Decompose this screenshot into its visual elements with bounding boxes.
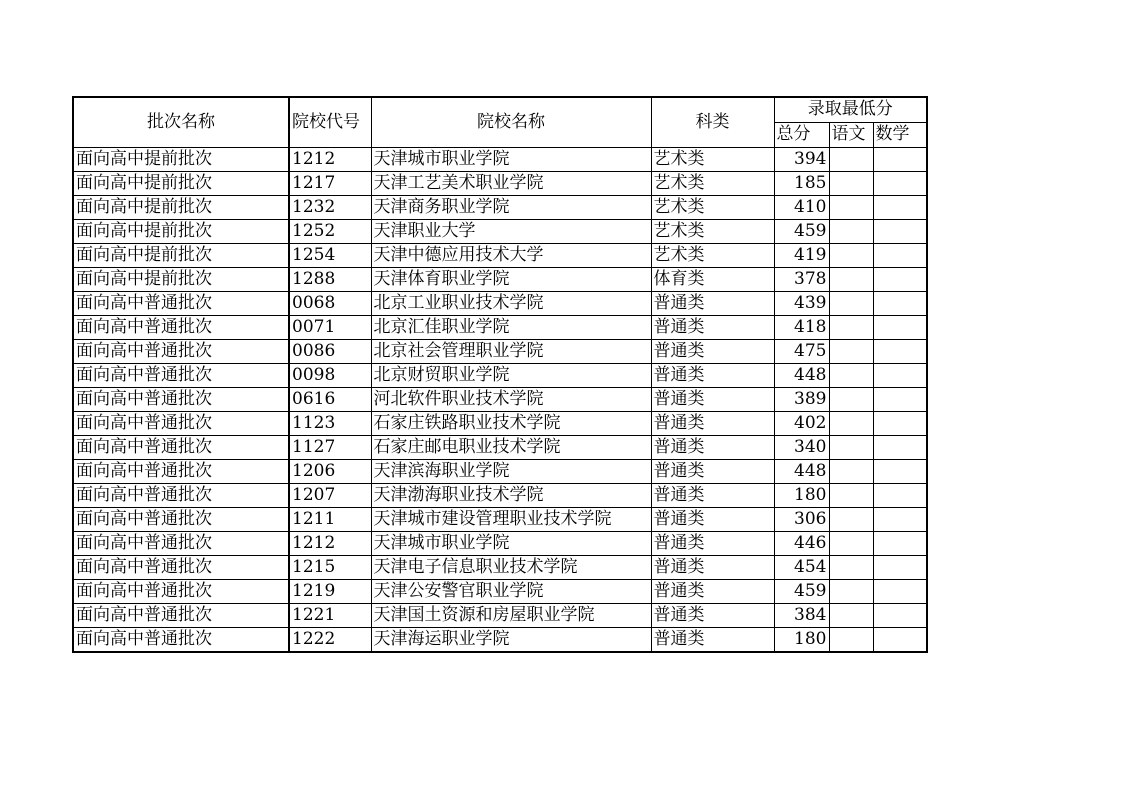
cell-total-score: 459 [774,579,829,603]
cell-chinese-score [829,195,873,219]
cell-school-name: 天津城市建设管理职业技术学院 [371,507,651,531]
cell-category: 艺术类 [651,243,774,267]
cell-school-name: 天津工艺美术职业学院 [371,171,651,195]
cell-category: 艺术类 [651,171,774,195]
cell-school-code: 1232 [289,195,371,219]
cell-total-score: 448 [774,363,829,387]
cell-school-code: 1222 [289,627,371,652]
cell-math-score [873,531,927,555]
header-category: 科类 [651,97,774,147]
cell-school-name: 北京工业职业技术学院 [371,291,651,315]
cell-math-score [873,627,927,652]
cell-total-score: 378 [774,267,829,291]
table-row [73,435,927,459]
cell-total-score: 454 [774,555,829,579]
cell-batch-name: 面向高中普通批次 [73,315,289,339]
cell-batch-name: 面向高中普通批次 [73,627,289,652]
cell-category: 艺术类 [651,219,774,243]
cell-batch-name: 面向高中普通批次 [73,531,289,555]
table-row [73,483,927,507]
header-school-name: 院校名称 [371,97,651,147]
cell-batch-name: 面向高中提前批次 [73,267,289,291]
cell-school-code: 1211 [289,507,371,531]
cell-math-score [873,267,927,291]
cell-total-score: 439 [774,291,829,315]
cell-math-score [873,219,927,243]
cell-total-score: 446 [774,531,829,555]
cell-school-code: 0068 [289,291,371,315]
cell-batch-name: 面向高中普通批次 [73,339,289,363]
cell-category: 普通类 [651,459,774,483]
cell-chinese-score [829,531,873,555]
cell-math-score [873,195,927,219]
table-row [73,555,927,579]
table-row [73,531,927,555]
cell-batch-name: 面向高中提前批次 [73,195,289,219]
cell-school-code: 0616 [289,387,371,411]
cell-math-score [873,483,927,507]
cell-school-code: 0071 [289,315,371,339]
header-batch-name: 批次名称 [73,97,289,147]
cell-school-name: 天津城市职业学院 [371,531,651,555]
cell-category: 普通类 [651,603,774,627]
cell-batch-name: 面向高中普通批次 [73,483,289,507]
table-row [73,459,927,483]
cell-chinese-score [829,483,873,507]
cell-school-code: 1212 [289,147,371,171]
table-row [73,171,927,195]
cell-school-name: 天津城市职业学院 [371,147,651,171]
cell-school-code: 1288 [289,267,371,291]
cell-chinese-score [829,291,873,315]
cell-batch-name: 面向高中普通批次 [73,603,289,627]
cell-math-score [873,459,927,483]
cell-chinese-score [829,219,873,243]
cell-chinese-score [829,627,873,652]
header-total: 总分 [774,122,829,147]
cell-math-score [873,243,927,267]
table-row [73,627,927,652]
cell-chinese-score [829,387,873,411]
table-row [73,363,927,387]
cell-math-score [873,579,927,603]
cell-category: 艺术类 [651,195,774,219]
admission-score-table [72,96,928,653]
cell-category: 普通类 [651,363,774,387]
table-row [73,147,927,171]
cell-school-code: 1221 [289,603,371,627]
header-math: 数学 [873,122,927,147]
table-row [73,267,927,291]
cell-total-score: 475 [774,339,829,363]
cell-school-name: 天津体育职业学院 [371,267,651,291]
table-row [73,507,927,531]
cell-total-score: 394 [774,147,829,171]
cell-category: 普通类 [651,315,774,339]
header-school-code: 院校代号 [289,97,371,147]
cell-category: 普通类 [651,531,774,555]
cell-school-code: 1123 [289,411,371,435]
cell-school-name: 石家庄铁路职业技术学院 [371,411,651,435]
cell-category: 普通类 [651,387,774,411]
cell-category: 普通类 [651,291,774,315]
cell-total-score: 180 [774,627,829,652]
header-chinese: 语文 [829,122,873,147]
cell-total-score: 384 [774,603,829,627]
cell-math-score [873,411,927,435]
cell-category: 普通类 [651,411,774,435]
cell-category: 体育类 [651,267,774,291]
cell-total-score: 410 [774,195,829,219]
cell-category: 普通类 [651,435,774,459]
cell-math-score [873,387,927,411]
cell-school-name: 北京汇佳职业学院 [371,315,651,339]
table-row [73,339,927,363]
cell-chinese-score [829,435,873,459]
cell-chinese-score [829,603,873,627]
cell-total-score: 459 [774,219,829,243]
cell-total-score: 185 [774,171,829,195]
cell-school-code: 0098 [289,363,371,387]
cell-math-score [873,171,927,195]
cell-math-score [873,507,927,531]
cell-school-code: 0086 [289,339,371,363]
cell-category: 普通类 [651,483,774,507]
cell-batch-name: 面向高中普通批次 [73,555,289,579]
cell-math-score [873,315,927,339]
cell-category: 普通类 [651,627,774,652]
cell-school-code: 1217 [289,171,371,195]
cell-school-name: 天津海运职业学院 [371,627,651,652]
table-row [73,291,927,315]
cell-batch-name: 面向高中提前批次 [73,171,289,195]
cell-school-name: 天津职业大学 [371,219,651,243]
cell-total-score: 402 [774,411,829,435]
cell-school-name: 天津中德应用技术大学 [371,243,651,267]
cell-batch-name: 面向高中普通批次 [73,435,289,459]
cell-batch-name: 面向高中普通批次 [73,411,289,435]
cell-chinese-score [829,363,873,387]
table-row [73,219,927,243]
cell-school-code: 1219 [289,579,371,603]
cell-school-code: 1212 [289,531,371,555]
cell-total-score: 389 [774,387,829,411]
cell-batch-name: 面向高中普通批次 [73,507,289,531]
cell-total-score: 418 [774,315,829,339]
cell-chinese-score [829,147,873,171]
table-row [73,603,927,627]
cell-category: 普通类 [651,507,774,531]
cell-school-name: 天津公安警官职业学院 [371,579,651,603]
cell-school-name: 北京社会管理职业学院 [371,339,651,363]
cell-math-score [873,603,927,627]
cell-batch-name: 面向高中提前批次 [73,243,289,267]
cell-school-code: 1215 [289,555,371,579]
cell-category: 普通类 [651,339,774,363]
cell-math-score [873,363,927,387]
cell-total-score: 306 [774,507,829,531]
cell-chinese-score [829,315,873,339]
cell-math-score [873,339,927,363]
cell-school-name: 河北软件职业技术学院 [371,387,651,411]
cell-chinese-score [829,507,873,531]
cell-school-code: 1206 [289,459,371,483]
cell-school-name: 北京财贸职业学院 [371,363,651,387]
cell-total-score: 340 [774,435,829,459]
cell-school-name: 天津国土资源和房屋职业学院 [371,603,651,627]
cell-batch-name: 面向高中普通批次 [73,459,289,483]
cell-school-name: 石家庄邮电职业技术学院 [371,435,651,459]
cell-total-score: 448 [774,459,829,483]
cell-math-score [873,435,927,459]
cell-batch-name: 面向高中提前批次 [73,147,289,171]
cell-school-name: 天津电子信息职业技术学院 [371,555,651,579]
cell-school-name: 天津商务职业学院 [371,195,651,219]
table-row [73,315,927,339]
cell-math-score [873,147,927,171]
cell-school-name: 天津滨海职业学院 [371,459,651,483]
cell-category: 普通类 [651,579,774,603]
cell-chinese-score [829,243,873,267]
cell-chinese-score [829,579,873,603]
cell-batch-name: 面向高中提前批次 [73,219,289,243]
table-row [73,411,927,435]
cell-chinese-score [829,171,873,195]
cell-chinese-score [829,267,873,291]
cell-chinese-score [829,411,873,435]
cell-total-score: 180 [774,483,829,507]
cell-batch-name: 面向高中普通批次 [73,579,289,603]
cell-chinese-score [829,555,873,579]
table-row [73,579,927,603]
cell-school-code: 1252 [289,219,371,243]
cell-batch-name: 面向高中普通批次 [73,291,289,315]
cell-math-score [873,291,927,315]
cell-chinese-score [829,459,873,483]
header-min-score: 录取最低分 [774,97,927,122]
table-row [73,243,927,267]
cell-math-score [873,555,927,579]
cell-batch-name: 面向高中普通批次 [73,363,289,387]
cell-school-code: 1254 [289,243,371,267]
cell-school-code: 1127 [289,435,371,459]
table-row [73,387,927,411]
cell-school-code: 1207 [289,483,371,507]
table-body [73,147,927,652]
cell-batch-name: 面向高中普通批次 [73,387,289,411]
cell-chinese-score [829,339,873,363]
cell-total-score: 419 [774,243,829,267]
cell-category: 普通类 [651,555,774,579]
cell-school-name: 天津渤海职业技术学院 [371,483,651,507]
table-row [73,195,927,219]
cell-category: 艺术类 [651,147,774,171]
